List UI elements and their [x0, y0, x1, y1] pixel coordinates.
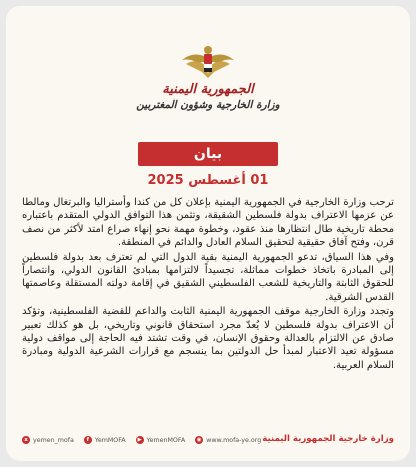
statement-date: 01 أغسطس 2025 [147, 173, 269, 188]
x-icon: x [22, 436, 30, 444]
footer-link-label: YemMOFA [94, 436, 126, 444]
paragraph-3: وتجدد وزارة الخارجية موقف الجمهورية اليمنية الثابت والداعم للقضية الفلسطينية، وتؤكد أن الاعتراف بدولة فلسطين لا يُعدّ مجرد استحقاق قانوني وتاريخي، بل هو كذلك تعبير صادق عن الالتزام بالعدالة وحقوق الإنسان، في وقت تشتد فيه الحاجة إلى مواقف دولية مسؤولة تعيد الاعتبار لمبدأ حل الدولتين بما ينسجم مع قرارات الشرعية الدولية ومبادرة السلام العربية. [22, 306, 394, 371]
ministry-subtitle: وزارة الخارجية وشؤون المغتربين [136, 99, 280, 111]
footer-link-label: YemenMOFA [146, 436, 186, 444]
footer-link-label: www.mofa-ye.org [206, 436, 262, 444]
signature: وزارة خارجية الجمهورية اليمنية [262, 434, 394, 444]
footer-link-facebook[interactable] [84, 436, 126, 444]
footer-link-x[interactable] [22, 436, 74, 444]
facebook-icon: f [84, 436, 92, 444]
statement-body [22, 196, 394, 373]
social-footer [22, 434, 261, 446]
footer-link-youtube[interactable] [136, 436, 186, 444]
globe-icon: ◉ [196, 437, 202, 443]
footer-link-website[interactable] [195, 436, 261, 444]
ministry-name: الجمهورية اليمنية [162, 82, 254, 97]
statement-card [6, 6, 410, 461]
yemen-emblem-icon [178, 42, 238, 82]
paragraph-1: ترحب وزارة الخارجية في الجمهورية اليمنية بإعلان كل من كندا وأستراليا والبرتغال ومالطا عن عزمها الاعتراف بدولة فلسطين الشقيقة، وتثمن هذا التوافق الدولي المتقدم باعتباره محطة تاريخية طال انتظارها منذ عقود، وخطوة مهمة نحو إنهاء صراع امتد لأكثر من نصف قرن، وفتح آفاق حقيقية لتحقيق السلام العادل والدائم في المنطقة. [22, 197, 394, 249]
footer-link-label: yemen_mofa [33, 436, 74, 444]
youtube-icon: ▶ [137, 437, 142, 443]
statement-banner: بيان [138, 142, 278, 166]
paragraph-2: وفي هذا السياق، تدعو الجمهورية اليمنية بقية الدول التي لم تعترف بعد بدولة فلسطين إلى المبادرة باتخاذ خطوات مماثلة، تجسيداً لالتزامها بمبادئ القانون الدولي، وانتصاراً للحقوق الثابتة والتاريخية للشعب الفلسطيني الشقيق في إقامة دولته المستقلة وعاصمتها القدس الشرقية. [22, 251, 394, 303]
